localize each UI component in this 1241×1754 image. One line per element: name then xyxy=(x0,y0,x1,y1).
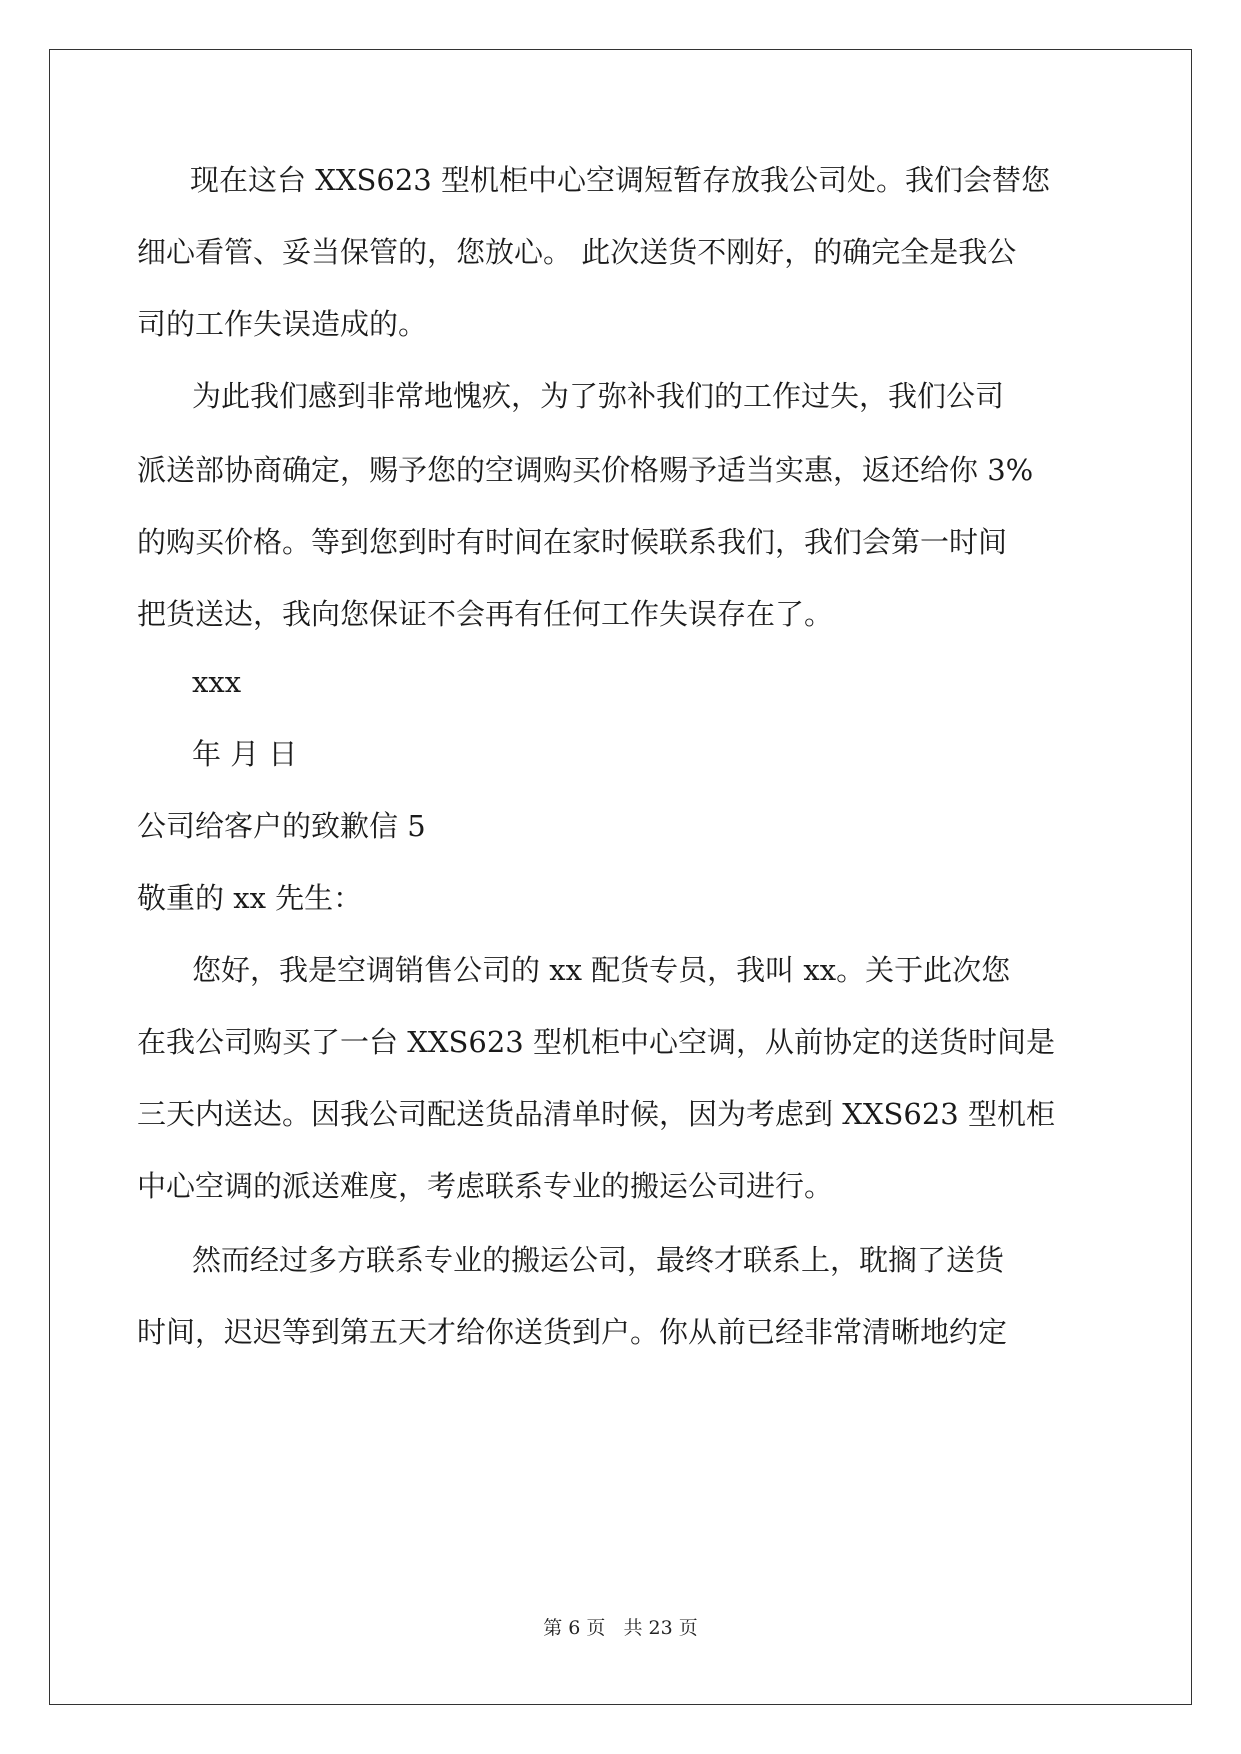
paragraph-line-9: 在我公司购买了一台 XXS623 型机柜中心空调，从前协定的送货时间是 xyxy=(137,1025,1055,1059)
signature: xxx xyxy=(192,665,242,699)
paragraph-line-10: 三天内送达。因我公司配送货品清单时候，因为考虑到 XXS623 型机柜 xyxy=(137,1097,1055,1131)
paragraph-line-1: 现在这台 XXS623 型机柜中心空调短暂存放我公司处。我们会替您 xyxy=(190,163,1050,197)
date-line: 年 月 日 xyxy=(192,737,298,771)
page-number: 第 6 页 xyxy=(543,1617,606,1639)
paragraph-line-13: 时间，迟迟等到第五天才给你送货到户。你从前已经非常清晰地约定 xyxy=(137,1315,1008,1349)
paragraph-line-11: 中心空调的派送难度，考虑联系专业的搬运公司进行。 xyxy=(137,1169,834,1203)
paragraph-line-6: 的购买价格。等到您到时有时间在家时候联系我们，我们会第一时间 xyxy=(137,525,1008,559)
paragraph-line-12: 然而经过多方联系专业的搬运公司，最终才联系上，耽搁了送货 xyxy=(192,1243,1005,1277)
page-border xyxy=(49,49,1192,1705)
page-total: 共 23 页 xyxy=(623,1617,698,1639)
paragraph-line-2: 细心看管、妥当保管的，您放心。 此次送货不刚好，的确完全是我公 xyxy=(137,235,1017,269)
paragraph-line-3: 司的工作失误造成的。 xyxy=(137,307,428,341)
page-footer xyxy=(0,1613,1241,1640)
letter-title: 公司给客户的致歉信 5 xyxy=(137,809,426,843)
salutation: 敬重的 xx 先生： xyxy=(137,881,363,915)
paragraph-line-4: 为此我们感到非常地愧疚，为了弥补我们的工作过失，我们公司 xyxy=(192,379,1005,413)
paragraph-line-7: 把货送达，我向您保证不会再有任何工作失误存在了。 xyxy=(137,597,834,631)
paragraph-line-5: 派送部协商确定，赐予您的空调购买价格赐予适当实惠，返还给你 3% xyxy=(137,453,1034,487)
paragraph-line-8: 您好，我是空调销售公司的 xx 配货专员，我叫 xx。关于此次您 xyxy=(192,953,1011,987)
